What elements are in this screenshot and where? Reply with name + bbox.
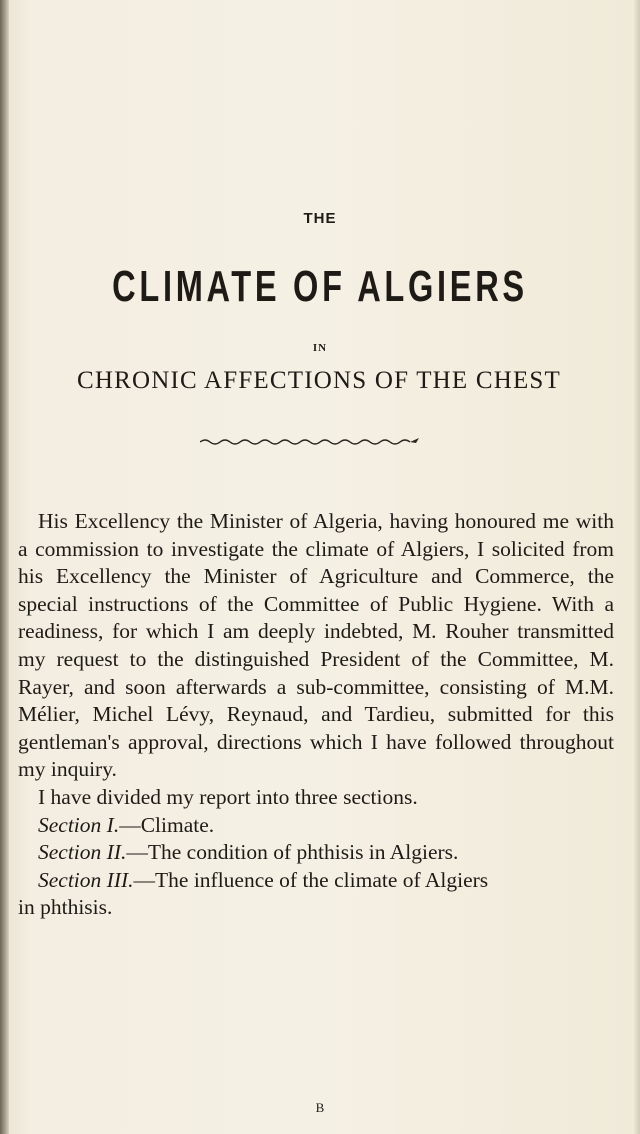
section-label: Section I. <box>38 812 120 837</box>
body-text <box>18 508 614 922</box>
paragraph: I have divided my report into three sections. <box>38 784 418 809</box>
section-entry <box>18 812 614 840</box>
ornamental-rule <box>200 436 420 448</box>
section-entry <box>18 839 614 867</box>
title-article: THE <box>303 210 337 227</box>
page-right-edge <box>634 0 640 1134</box>
paragraph: His Excellency the Minister of Algeria, having honoured me with a commission to investigate the climate of Algiers, I solicited from his Excellency the Minister of Agriculture and Commerce, the special instructions of the Committee of Public Hygiene. With a readiness, for which I am deeply indebted, M. Rouher transmitted my request to the distinguished President of the Committee, M. Rayer, and soon afterwards a sub-committee, consisting of M.M. Mélier, Michel Lévy, Reynaud, and Tardieu, submitted for this gentleman's approval, directions which I have followed throughout my inquiry. <box>18 509 614 782</box>
section-text: —The influence of the climate of Algiers <box>133 867 489 892</box>
section-text: —Climate. <box>119 812 215 837</box>
signature-mark: B <box>315 1100 325 1115</box>
page-subtitle: CHRONIC AFFECTIONS OF THE CHEST <box>76 367 562 394</box>
title-connector: IN <box>312 342 328 354</box>
page-binding-edge <box>0 0 9 1134</box>
section-label: Section II. <box>38 840 127 865</box>
section-continuation: in phthisis. <box>18 895 113 920</box>
section-entry <box>18 867 614 895</box>
section-text: —The condition of phthisis in Algiers. <box>126 840 459 865</box>
page-title: CLIMATE OF ALGIERS <box>112 262 528 311</box>
section-label: Section III. <box>38 867 134 892</box>
